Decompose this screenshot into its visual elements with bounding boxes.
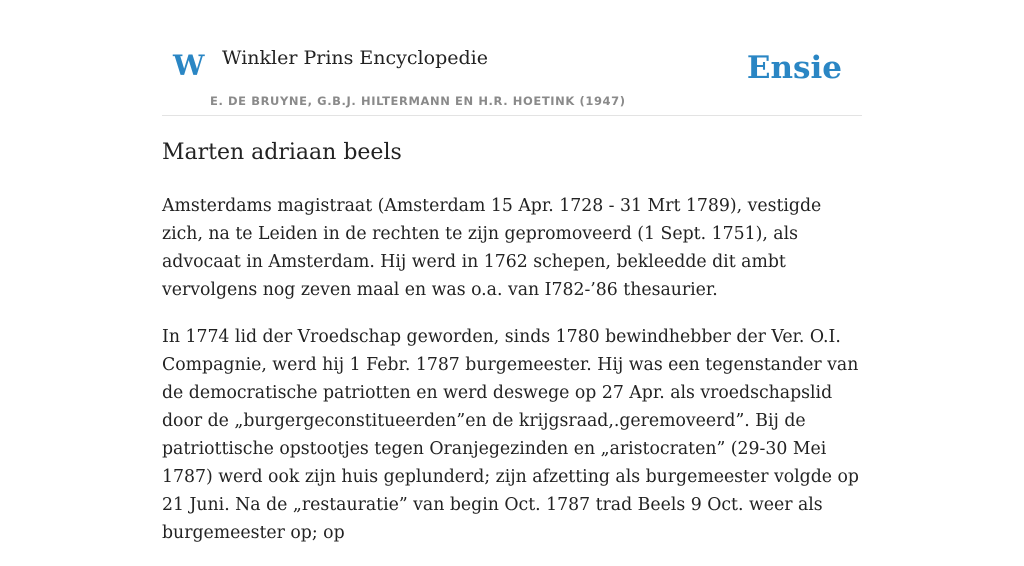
site-header	[162, 30, 862, 116]
publication-logo-icon[interactable]: W	[173, 49, 205, 82]
publication-authors: E. DE BRUYNE, G.B.J. HILTERMANN EN H.R. HOETINK (1947)	[210, 94, 626, 108]
article-paragraph: In 1774 lid der Vroedschap geworden, sinds 1780 bewindhebber der Ver. O.I. Compagnie, werd hij 1 Febr. 1787 burgemeester. Hij was een tegenstander van de democratische patriotten en werd deswege op 27 Apr. als vroedschapslid door de „burgergeconstitueerden”en de krijgsraad,.geremoveerd”. Bij de patriottische opstootjes tegen Oranjegezinden en „aristocraten” (29-30 Mei 1787) werd ook zijn huis geplunderd; zijn afzetting als burgemeester volgde op 21 Juni. Na de „restauratie” van begin Oct. 1787 trad Beels 9 Oct. weer als burgemeester op; op	[162, 327, 859, 543]
publication-title[interactable]: Winkler Prins Encyclopedie	[222, 47, 488, 69]
ensie-home-link[interactable]: Ensie	[746, 50, 842, 86]
article-paragraph: Amsterdams magistraat (Amsterdam 15 Apr. 1728 - 31 Mrt 1789), vestigde zich, na te Leiden in de rechten te zijn gepromoveerd (1 Sept. 1751), als advocaat in Amsterdam. Hij werd in 1762 schepen, bekleedde dit ambt vervolgens nog zeven maal en was o.a. van I782-’86 thesaurier.	[162, 196, 822, 300]
article-title: Marten adriaan beels	[162, 140, 402, 165]
article-body	[162, 192, 862, 566]
